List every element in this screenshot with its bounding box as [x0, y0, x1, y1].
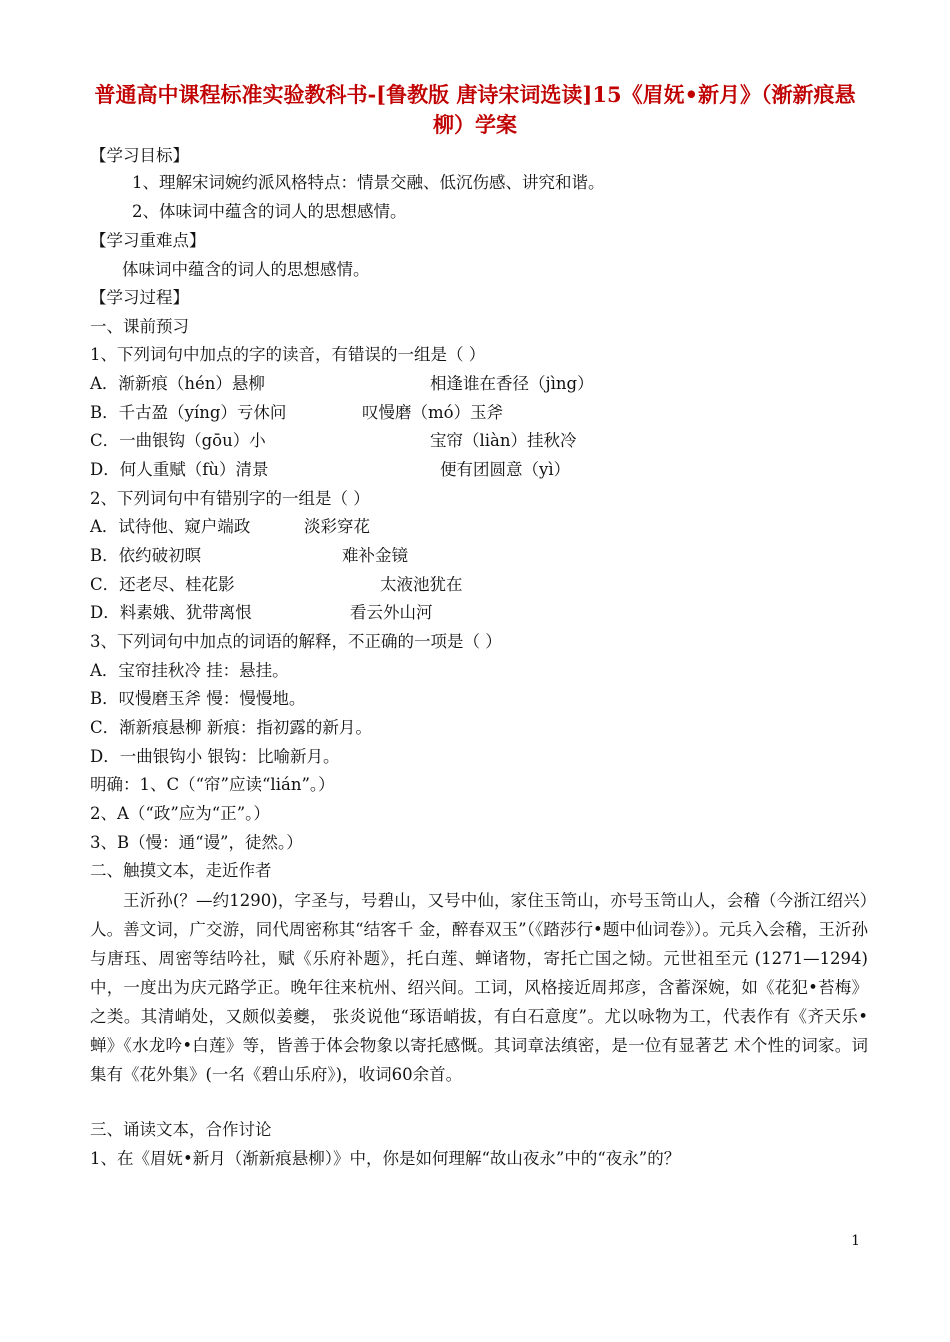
q3-option-b: B．叹慢磨玉斧 慢：慢慢地。	[90, 689, 306, 708]
key-points-heading: 【学习重难点】	[90, 231, 206, 250]
q2-option-c: C．还老尽、桂花影	[90, 575, 235, 594]
page-number: 1	[851, 1233, 860, 1249]
q1-option-c: C．一曲银钩（gōu）小	[90, 431, 266, 450]
answer-2: 2、A（“政”应为“正”。）	[90, 804, 270, 823]
q2-option-d: D．料素娥、犹带离恨	[90, 603, 252, 622]
goal-item-2: 2、体味词中蕴含的词人的思想感情。	[132, 202, 407, 221]
q3-option-d: D．一曲银钩小 银钩：比喻新月。	[90, 747, 340, 766]
q2-option-b-right: 难补金镜	[342, 546, 408, 565]
q1-option-a-right: 相逢谁在香径（jìng）	[430, 374, 594, 393]
q1-option-c-right: 宝帘（liàn）挂秋冷	[430, 431, 577, 450]
q1-option-d: D．何人重赋（fù）清景	[90, 460, 269, 479]
q1-option-a: A．渐新痕（hén）悬柳	[90, 374, 265, 393]
q2-option-a-right: 淡彩穿花	[304, 517, 370, 536]
q1-option-b-right: 叹慢磨（mó）玉斧	[362, 403, 504, 422]
q2-stem: 2、下列词句中有错别字的一组是（ ）	[90, 489, 370, 508]
q3-option-c: C．渐新痕悬柳 新痕：指初露的新月。	[90, 718, 372, 737]
section1-heading: 一、课前预习	[90, 317, 189, 336]
key-points-text: 体味词中蕴含的词人的思想感情。	[122, 260, 370, 279]
process-heading: 【学习过程】	[90, 288, 189, 307]
section2-heading: 二、触摸文本，走近作者	[90, 861, 272, 880]
q3-option-a: A．宝帘挂秋冷 挂：悬挂。	[90, 661, 289, 680]
q1-option-d-right: 便有团圆意（yì）	[440, 460, 571, 479]
q1-option-b: B．千古盈（yíng）亏休问	[90, 403, 287, 422]
goals-heading: 【学习目标】	[90, 146, 189, 165]
q1-stem: 1、下列词句中加点的字的读音，有错误的一组是（ ）	[90, 345, 486, 364]
document-title: 普通高中课程标准实验教科书-[鲁教版 唐诗宋词选读]15《眉妩•新月》（渐新痕悬柳）学案	[94, 82, 856, 137]
goal-item-1: 1、理解宋词婉约派风格特点：情景交融、低沉伤感、讲究和谐。	[132, 173, 605, 192]
answer-1: 明确：1、C（“帘”应读“lián”。）	[90, 775, 335, 794]
q3-stem: 3、下列词句中加点的词语的解释，不正确的一项是（ ）	[90, 632, 502, 651]
q2-option-d-right: 看云外山河	[350, 603, 433, 622]
section3-question-1: 1、在《眉妩•新月（渐新痕悬柳）》中，你是如何理解“故山夜永”中的“夜永”的？	[90, 1149, 681, 1168]
q2-option-c-right: 太液池犹在	[380, 575, 463, 594]
author-paragraph: 王沂孙(？—约1290)，字圣与，号碧山，又号中仙，家住玉笥山，亦号玉笥山人，会稽（今浙江绍兴）人。善文词，广交游，同代周密称其“结客千 金，醉春双玉”（《踏莎行•题中仙词卷》）。元兵入会稽，王沂孙与唐珏、周密等结吟社，赋《乐府补题》，托白莲、蝉诸物，寄托亡国之恸。元世祖至元 (1271—1294)中，一度出为庆元路学正。晚年往来杭州、绍兴间。工词，风格接近周邦彦，含蓄深婉，如《花犯•苔梅》之类。其清峭处，又颇似姜夔， 张炎说他“琢语峭拔，有白石意度”。尤以咏物为工，代表作有《齐天乐•蝉》《水龙吟•白莲》等，皆善于体会物象以寄托感慨。其词章法缜密，是一位有显著艺 术个性的词家。词集有《花外集》(一名《碧山乐府》)，收词60余首。	[90, 891, 868, 1084]
q2-option-b: B．依约破初暝	[90, 546, 202, 565]
section3-heading: 三、诵读文本，合作讨论	[90, 1120, 272, 1139]
q2-option-a: A．试待他、窥户端政	[90, 517, 251, 536]
answer-3: 3、B（慢：通“谩”，徒然。）	[90, 833, 303, 852]
